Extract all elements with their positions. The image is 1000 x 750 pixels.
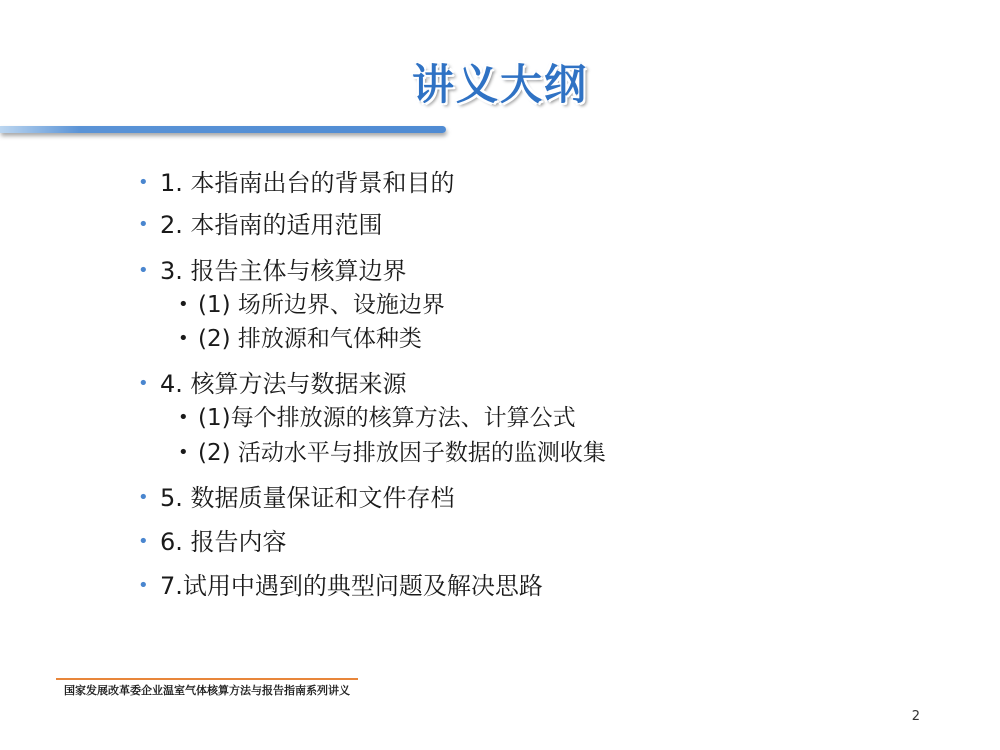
bullet-icon: • [138,214,149,235]
outline-subitem-text: (1)每个排放源的核算方法、计算公式 [198,405,576,431]
bullet-icon: • [178,294,189,315]
outline-item-text: 1. 本指南出台的背景和目的 [160,169,455,197]
outline-subitem-text: (2) 排放源和气体种类 [198,326,422,352]
bullet-icon: • [138,575,149,596]
outline-item-text: 4. 核算方法与数据来源 [160,370,407,398]
outline-item-text: 2. 本指南的适用范围 [160,211,383,239]
footer-divider [56,678,358,680]
bullet-icon: • [178,328,189,349]
title-underline [0,126,446,133]
bullet-icon: • [138,531,149,552]
outline-item-text: 7.试用中遇到的典型问题及解决思路 [160,572,543,600]
outline-item-text: 3. 报告主体与核算边界 [160,257,407,285]
outline-item-text: 5. 数据质量保证和文件存档 [160,484,455,512]
bullet-icon: • [138,373,149,394]
footer-caption: 国家发展改革委企业温室气体核算方法与报告指南系列讲义 [64,684,350,697]
bullet-icon: • [138,260,149,281]
slide-title: 讲义大纲 [411,60,588,109]
bullet-icon: • [138,172,149,193]
bullet-icon: • [178,407,189,428]
bullet-icon: • [138,487,149,508]
page-number: 2 [911,709,920,724]
outline-item-text: 6. 报告内容 [160,528,287,556]
outline-subitem-text: (2) 活动水平与排放因子数据的监测收集 [198,440,606,466]
outline-subitem-text: (1) 场所边界、设施边界 [198,292,445,318]
bullet-icon: • [178,442,189,463]
